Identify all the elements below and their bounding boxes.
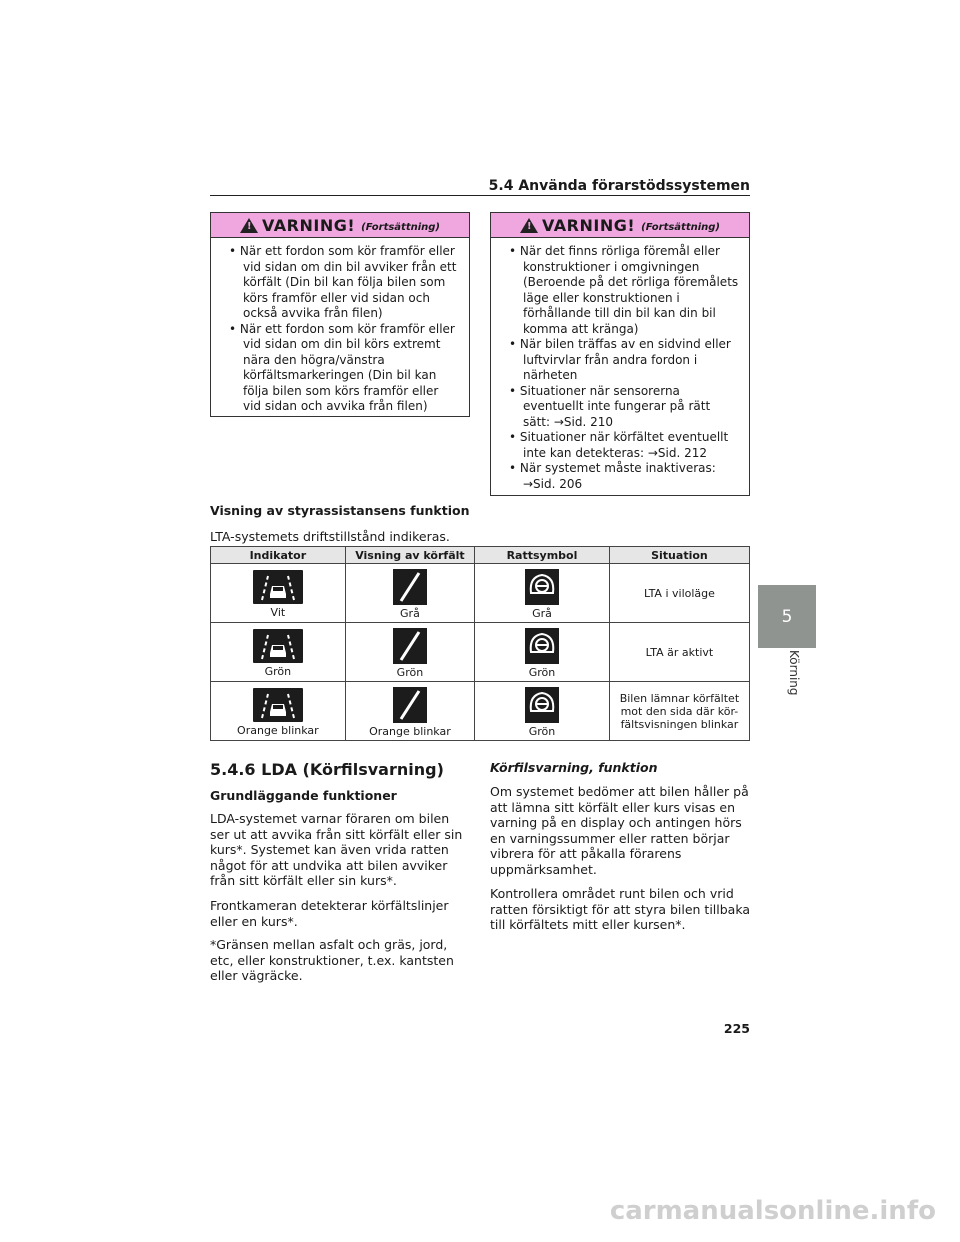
lane-display-icon (393, 687, 427, 723)
wheel-caption: Grön (528, 666, 556, 679)
function-heading: Körfilsvarning, funktion (490, 760, 658, 775)
indicator-caption: Grön (264, 665, 292, 678)
lta-indicator-icon (253, 629, 303, 663)
steering-wheel-icon (525, 687, 559, 723)
warning-item: • Situationer när körfältet eventuellt inte kan detekteras: →Sid. 212 (491, 430, 739, 461)
table-row (211, 564, 750, 623)
lane-caption: Orange blinkar (369, 725, 451, 738)
lda-paragraph-3: Om systemet bedömer att bilen håller på att lämna sitt körfält eller kurs visas en varning på en display och antingen hörs en varningssummer eller ratten börjar vibrera för att påkalla förarens uppmärksamhet. (490, 784, 749, 877)
table-header-row (211, 547, 750, 564)
warning-title: VARNING! (261, 215, 356, 235)
warning-header (211, 213, 469, 238)
lane-caption: Grön (396, 666, 424, 679)
wheel-caption: Grön (528, 725, 556, 738)
warning-box-right (490, 212, 750, 496)
warning-item: • När det finns rörliga föremål eller konstruktioner i omgivningen (Beroende på det rörliga föremålets läge eller konstruktionen i förhållande till din bil kan din bil komma att kränga) (491, 244, 739, 337)
display-heading: Visning av styrassistansens funktion (210, 503, 470, 518)
warning-list (491, 244, 749, 492)
warning-box-left (210, 212, 470, 417)
lane-cell (345, 682, 474, 741)
situation-cell: Bilen lämnar körfältet mot den sida där kör-fältsvisningen blinkar (609, 682, 749, 741)
column-header: Rattsymbol (475, 547, 610, 564)
chapter-label: Körning (787, 650, 801, 696)
indicator-caption: Vit (270, 606, 286, 619)
lda-paragraph-4: Kontrollera området runt bilen och vrid ratten försiktigt för att styra bilen tillbaka till körfältets mitt eller kursen*. (490, 886, 751, 932)
lane-cell (345, 564, 474, 623)
wheel-cell (475, 564, 610, 623)
header-rule (210, 195, 750, 196)
situation-cell: LTA i viloläge (609, 564, 749, 623)
wheel-caption: Grå (532, 607, 552, 620)
indicator-table (210, 546, 750, 741)
page-number: 225 (723, 1021, 750, 1036)
warning-triangle-icon (240, 218, 258, 233)
watermark: carmanualsonline.info (609, 1196, 936, 1226)
lane-display-icon (393, 628, 427, 664)
warning-item: • Situationer när sensorerna eventuellt inte fungerar på rätt sätt: →Sid. 210 (491, 384, 739, 431)
warning-item: • När bilen träffas av en sidvind eller luftvirvlar från andra fordon i närheten (491, 337, 739, 384)
display-intro: LTA-systemets driftstillstånd indikeras. (210, 529, 450, 544)
column-header: Visning av körfält (345, 547, 474, 564)
section-header: 5.4 Använda förarstödssystemen (488, 178, 750, 194)
warning-list (211, 244, 469, 415)
warning-header (491, 213, 749, 238)
lta-indicator-icon (253, 570, 303, 604)
footnote: *Gränsen mellan asfalt och gräs, jord, etc, eller konstruktioner, t.ex. kantsten eller vägräcke. (210, 937, 454, 983)
warning-subtitle: (Fortsättning) (361, 221, 441, 233)
indicator-cell (211, 682, 346, 741)
wheel-cell (475, 623, 610, 682)
warning-triangle-icon (520, 218, 538, 233)
lane-cell (345, 623, 474, 682)
lda-title: 5.4.6 LDA (Körfilsvarning) (210, 760, 444, 779)
warning-item: • När ett fordon som kör framför eller vid sidan om din bil avviker från ett körfält (Din bil kan följa bilen som körs framför eller vid sidan och också avvika från filen) (211, 244, 459, 322)
lda-paragraph-2: Frontkameran detekterar körfältslinjer eller en kurs*. (210, 898, 449, 929)
indicator-cell (211, 564, 346, 623)
lane-caption: Grå (400, 607, 420, 620)
wheel-cell (475, 682, 610, 741)
basic-heading: Grundläggande funktioner (210, 788, 397, 803)
warning-title: VARNING! (541, 215, 636, 235)
table-row (211, 623, 750, 682)
lta-indicator-icon (253, 688, 303, 722)
warning-subtitle: (Fortsättning) (641, 221, 721, 233)
warning-item: • När systemet måste inaktiveras: →Sid. 206 (491, 461, 739, 492)
indicator-cell (211, 623, 346, 682)
indicator-caption: Orange blinkar (237, 724, 319, 737)
column-header: Situation (609, 547, 749, 564)
lda-paragraph-1: LDA-systemet varnar föraren om bilen ser ut att avvika från sitt körfält eller sin kurs*. Systemet kan även vrida ratten något för att undvika att bilen avviker från sitt körfält eller sin kurs*. (210, 811, 463, 888)
situation-cell: LTA är aktivt (609, 623, 749, 682)
lane-display-icon (393, 569, 427, 605)
steering-wheel-icon (525, 628, 559, 664)
warning-item: • När ett fordon som kör framför eller vid sidan om din bil körs extremt nära den högra/vänstra körfältsmarkeringen (Din bil kan följa bilen som körs framför eller vid sidan och avvika från filen) (211, 322, 459, 415)
column-header: Indikator (211, 547, 346, 564)
table-row (211, 682, 750, 741)
steering-wheel-icon (525, 569, 559, 605)
chapter-tab: 5 (758, 585, 816, 648)
